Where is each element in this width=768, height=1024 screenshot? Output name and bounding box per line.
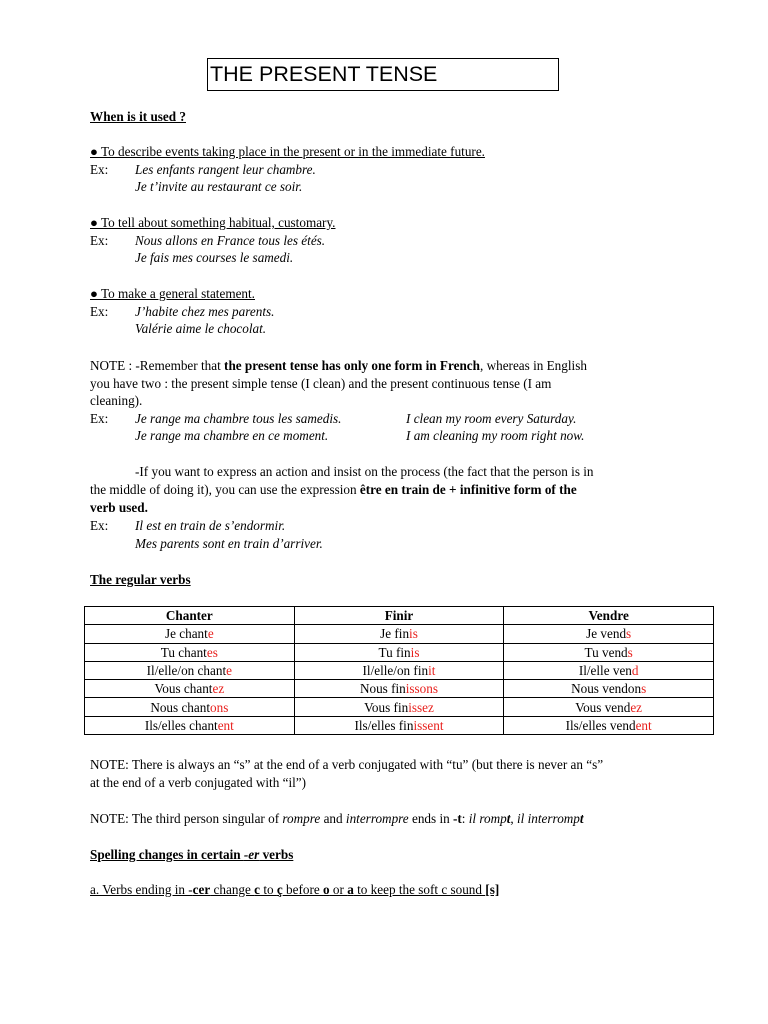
verb-ending: it [428,663,436,679]
example-sentence-fr: Je range ma chambre tous les samedis. [135,411,342,426]
rule-emphasis: o [323,882,330,897]
verb-example: il romp [468,811,507,826]
table-cell [294,716,504,734]
example-sentence-en: I clean my room every Saturday. [406,411,577,426]
verb-example: il interromp [517,811,580,826]
verb-stem: Vous fin [364,699,409,715]
note-text-line: -If you want to express an action and insist on the process (the fact that the person is in [135,464,594,479]
verb-stem: Nous fin [359,681,406,697]
verb-example: rompre [282,811,321,826]
verb-ending: ez [630,699,643,715]
verb-ending-emphasis: t [506,811,511,826]
table-cell [85,661,295,679]
table-cell [85,625,295,643]
note-text: : [461,811,469,826]
verb-stem: Il/elle/on chant [146,663,227,679]
use-bullet-1: ● To describe events taking place in the present or in the immediate future. [90,144,485,159]
verb-stem: Je vend [586,626,627,642]
verb-stem: Ils/elles vend [565,717,636,733]
verb-ending: s [641,681,647,697]
ex-label: Ex: [90,233,109,248]
verb-ending: issez [408,699,434,715]
example-sentence: Nous allons en France tous les étés. [135,233,326,248]
note-text-line: NOTE: There is always an “s” at the end of a verb conjugated with “tu” (but there is never an “s” [90,757,604,772]
example-sentence-en: I am cleaning my room right now. [406,428,585,443]
verb-ending: e [226,663,232,679]
conjugation-table [84,606,714,735]
table-cell [294,643,504,661]
table-cell [504,716,714,734]
use-bullet-2: ● To tell about something habitual, customary. [90,215,336,230]
column-header: Vendre [504,607,714,625]
ex-label: Ex: [90,518,109,533]
verb-stem: Ils/elles fin [354,717,414,733]
note-text: NOTE: The third person singular of [90,811,283,826]
table-cell [504,698,714,716]
heading-text: verbs [259,847,294,862]
verb-ending: issons [405,681,438,697]
ex-label: Ex: [90,411,109,426]
rule-text: to [260,882,277,897]
verb-stem: Je chant [164,626,208,642]
rule-emphasis: ç [276,882,283,897]
verb-ending: d [631,663,639,679]
rule-text: or [329,882,348,897]
verb-stem: Vous vend [575,699,631,715]
table-cell [504,625,714,643]
column-header: Finir [294,607,504,625]
section-heading-spelling-changes [90,846,293,863]
example-sentence: Je t’invite au restaurant ce soir. [135,179,303,194]
verb-ending: is [410,644,420,660]
verb-stem: Ils/elles chant [144,717,218,733]
verb-stem: Tu vend [584,644,628,660]
example-sentence: Mes parents sont en train d’arriver. [135,536,323,551]
note-text-line: cleaning). [90,393,143,408]
table-cell [504,643,714,661]
table-cell [85,698,295,716]
rule-emphasis: [s] [485,882,500,897]
table-row [85,716,714,734]
table-cell [294,698,504,716]
note-text: , [510,811,518,826]
example-sentence-fr: Je range ma chambre en ce moment. [135,428,329,443]
verb-stem: Nous chant [150,699,211,715]
verb-ending: e [207,626,214,642]
verb-ending-emphasis: t [579,811,584,826]
note-emphasis: verb used. [90,500,148,515]
table-row [85,698,714,716]
note-text-line: at the end of a verb conjugated with “il”) [90,775,307,790]
rule-emphasis: c [254,882,261,897]
verb-ending: s [626,626,632,642]
verb-stem: Nous vendon [571,681,642,697]
table-cell [85,680,295,698]
table-row [85,680,714,698]
table-row [85,661,714,679]
note-en-train-de [90,481,577,498]
page-title: THE PRESENT TENSE [207,58,559,91]
rule-text: to keep the soft c sound [353,882,486,897]
table-cell [504,661,714,679]
ex-label: Ex: [90,304,109,319]
table-cell [85,716,295,734]
verb-ending: issent [413,717,444,733]
note-text: the middle of doing it), you can use the expression [90,482,360,497]
heading-emphasis: -er [243,847,260,862]
verb-stem: Tu fin [378,644,411,660]
heading-text: Spelling changes in certain [90,847,244,862]
rule-emphasis: a [347,882,354,897]
note-text: ends in [408,811,453,826]
example-sentence: Il est en train de s’endormir. [135,518,286,533]
table-row [85,643,714,661]
table-cell [504,680,714,698]
column-header: Chanter [85,607,295,625]
verb-ending: ent [635,717,652,733]
section-heading-when-used: When is it used ? [90,109,186,124]
example-sentence: Les enfants rangent leur chambre. [135,162,316,177]
ex-label: Ex: [90,162,109,177]
table-cell [294,625,504,643]
verb-stem: Il/elle ven [578,663,632,679]
table-cell [294,680,504,698]
note-text: , whereas in English [479,358,587,373]
note-text: and [320,811,346,826]
note-text: NOTE : -Remember that [90,358,225,373]
note-emphasis: être en train de + infinitive form of the [359,482,577,497]
verb-stem: Je fin [380,626,410,642]
table-cell [85,643,295,661]
use-bullet-3: ● To make a general statement. [90,286,255,301]
note-text-line: you have two : the present simple tense (I clean) and the present continuous tense (I am [90,376,552,391]
note-emphasis: the present tense has only one form in French [224,358,480,373]
verb-stem: Il/elle/on fin [362,663,429,679]
rule-text: before [282,882,324,897]
example-sentence: Valérie aime le chocolat. [135,321,267,336]
verb-ending: ent [217,717,234,733]
verb-ending: is [409,626,418,642]
example-sentence: Je fais mes courses le samedi. [135,250,294,265]
table-cell [294,661,504,679]
verb-example: interrompre [345,811,409,826]
verb-stem: Tu chant [160,644,207,660]
rule-text: a. Verbs ending in - [90,882,193,897]
rule-text: change [210,882,255,897]
verb-ending: ons [210,699,229,715]
example-sentence: J’habite chez mes parents. [135,304,275,319]
table-header-row [85,607,714,625]
verb-ending: s [627,644,633,660]
spelling-rule-a [90,881,499,898]
table-row [85,625,714,643]
verb-stem: Vous chant [154,681,213,697]
section-heading-regular-verbs: The regular verbs [90,572,191,587]
note-emphasis: -t [453,811,462,826]
verb-ending: ez [212,681,225,697]
note-third-person [90,810,584,827]
verb-ending: es [206,644,218,660]
note-one-forms [90,357,587,374]
rule-emphasis: cer [192,882,211,897]
